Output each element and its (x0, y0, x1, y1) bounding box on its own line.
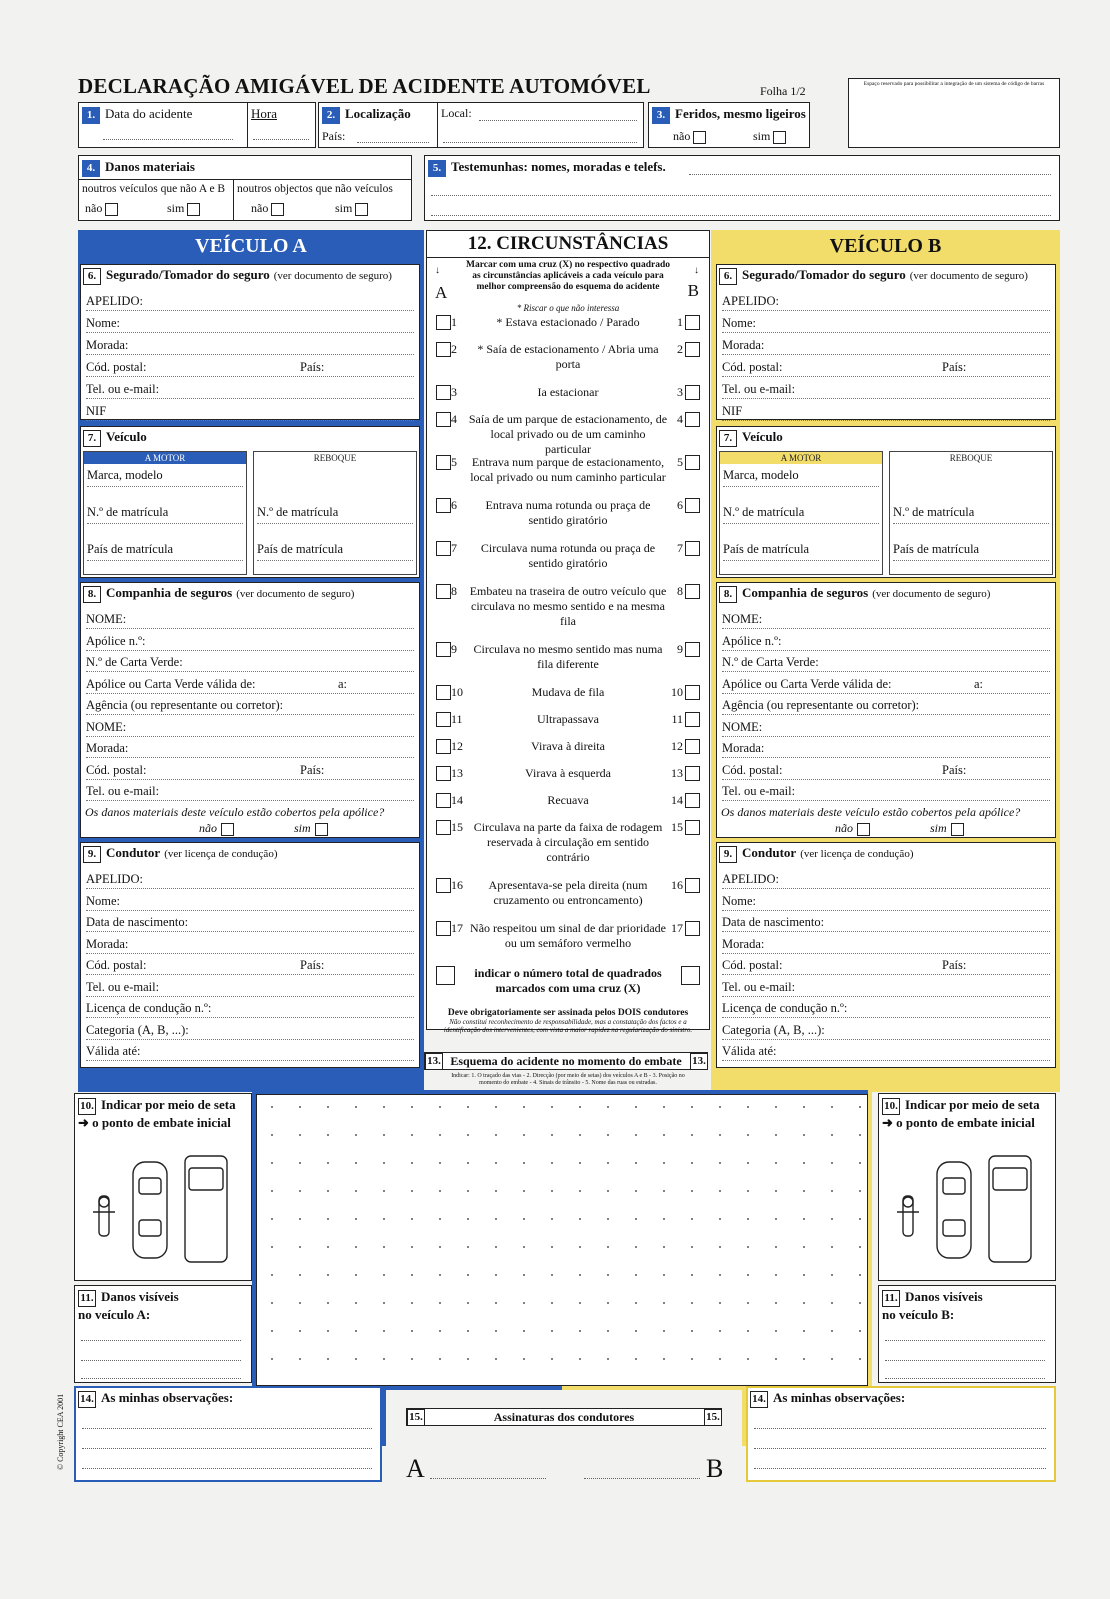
section-5-witnesses: 5. Testemunhas: nomes, moradas e telefs. (424, 155, 1060, 221)
vehicle-field-a[interactable]: País de matrícula (87, 542, 174, 556)
insured-field-a[interactable]: Tel. ou e-mail: (86, 381, 414, 399)
insurance-field-a[interactable]: N.º de Carta Verde: (86, 654, 414, 672)
time-input[interactable] (253, 125, 309, 140)
circumstance-9: 9 Circulava no mesmo sentido mas numa fila diferente 9 (427, 642, 709, 672)
circumstance-a-checkbox[interactable] (436, 712, 451, 727)
insurance-field-b[interactable]: Apólice n.º: (722, 633, 1050, 651)
driver-field-a[interactable]: Morada: (86, 936, 414, 954)
circumstance-3: 3 Ia estacionar 3 (427, 385, 709, 400)
insurance-field-a[interactable]: Agência (ou representante ou corretor): (86, 697, 414, 715)
insured-field-b[interactable]: Morada: (722, 337, 1050, 355)
vehicle-field-a[interactable]: Marca, modelo (87, 468, 163, 482)
injured-no-checkbox[interactable] (693, 131, 706, 144)
circumstance-b-checkbox[interactable] (685, 498, 700, 513)
other-vehicles-yes-checkbox[interactable] (187, 203, 200, 216)
circumstance-a-checkbox[interactable] (436, 584, 451, 599)
circumstance-a-checkbox[interactable] (436, 766, 451, 781)
other-vehicles-no-checkbox[interactable] (105, 203, 118, 216)
coverage-no-checkbox[interactable] (221, 823, 234, 836)
insurance-field-b[interactable]: N.º de Carta Verde: (722, 654, 1050, 672)
sheet-number: Folha 1/2 (760, 84, 806, 98)
circumstance-a-checkbox[interactable] (436, 642, 451, 657)
insurance-field-a[interactable]: Tel. ou e-mail: (86, 783, 414, 801)
signature-b-label: B (706, 1454, 724, 1483)
insured-field-a[interactable]: Cód. postal: País: (86, 359, 414, 377)
section-3-injured: 3. Feridos, mesmo ligeiros não sim (648, 102, 810, 148)
circumstance-a-checkbox[interactable] (436, 541, 451, 556)
circumstance-a-checkbox[interactable] (436, 820, 451, 835)
driver-field-a[interactable]: Data de nascimento: (86, 914, 414, 932)
vehicle-field-b[interactable]: Marca, modelo (723, 468, 799, 482)
section-12-circumstances: 12. CIRCUNSTÂNCIAS Marcar com uma cruz (X) no respectivo quadrado as circunstâncias aplicáveis a cada veículo para melhor compreensão do esquema do acidente ↓ ↓ A B * Riscar o que não interessa 1 * Estava estacionado / Parado 1 2 * Saía de estacionamento / Abria uma porta 2 3 Ia estacionar 3 4 Saía de um parque de estacionamento, de local privado ou de um caminho particular 4 5 Entrava num parque de estacionamento, local privado ou num caminho particular 5 6 Entrava numa rotunda ou praça de sentido giratório 6 7 Circulava numa rotunda ou praça de sentido giratório 7 8 Embateu na traseira de outro veículo que circulava no mesmo sentido e na mesma fila 8 9 Circulava no mesmo sentido mas numa fila diferente 9 10 Mudava de fila 10 11 Ultrapassava 11 12 Virava à direita 12 13 Virava à esquerda 13 14 Recuava 14 15 Circulava na parte da faixa de rodagem reservada à circulação em sentido contrário 15 16 Apresentava-se pela direita (num cruzamento ou entroncamento) 16 17 Não respeitou um sinal de dar prioridade ou um semáforo vermelho 17 indicar o número total de quadrados marcados com uma cruz (X) (426, 230, 710, 1030)
driver-field-a[interactable]: Tel. ou e-mail: (86, 979, 414, 997)
vehicle-field-b[interactable]: N.º de matrícula (893, 505, 975, 519)
section-14-observations-b: 14. As minhas observações: (746, 1386, 1056, 1482)
circumstance-b-checkbox[interactable] (685, 766, 700, 781)
driver-field-b[interactable]: APELIDO: (722, 871, 1050, 889)
circumstance-b-checkbox[interactable] (685, 712, 700, 727)
section-1-date: 1. Data do acidente Hora (78, 102, 316, 148)
insurance-field-b[interactable]: Agência (ou representante ou corretor): (722, 697, 1050, 715)
section-8-insurance-a: 8. Companhia de seguros (ver documento de seguro) NOME: Apólice n.º: N.º de Carta Verde: Apólice ou Carta Verde válida de: a: Agência (ou representante ou corretor): NOME: Morada: Cód. postal: País: Tel. ou e-mail: Os danos materiais deste veículo estão cobertos pela apólice? não sim (80, 582, 420, 838)
circumstance-a-checkbox[interactable] (436, 315, 451, 330)
circumstance-b-checkbox[interactable] (685, 455, 700, 470)
coverage-no-checkbox[interactable] (857, 823, 870, 836)
circumstance-a-checkbox[interactable] (436, 793, 451, 808)
circumstance-b-checkbox[interactable] (685, 315, 700, 330)
insured-field-a[interactable]: NIF (86, 403, 414, 421)
driver-field-b[interactable]: Cód. postal: País: (722, 957, 1050, 975)
vehicle-silhouettes-icon[interactable] (89, 1154, 239, 1274)
local-input[interactable] (479, 107, 637, 121)
signature-a-line[interactable] (430, 1468, 546, 1479)
vehicle-field-b[interactable]: País de matrícula (723, 542, 810, 556)
insurance-field-b[interactable]: Apólice ou Carta Verde válida de: a: (722, 676, 1050, 694)
circumstances-title: 12. CIRCUNSTÂNCIAS (467, 233, 669, 254)
driver-field-b[interactable]: Data de nascimento: (722, 914, 1050, 932)
circumstance-13: 13 Virava à esquerda 13 (427, 766, 709, 781)
form-title: DECLARAÇÃO AMIGÁVEL DE ACIDENTE AUTOMÓVEL (78, 74, 651, 98)
vehicle-field-a[interactable]: N.º de matrícula (87, 505, 169, 519)
witnesses-input[interactable] (689, 161, 1051, 175)
country-input[interactable] (357, 129, 429, 143)
vehicle-field-a[interactable]: País de matrícula (257, 542, 344, 556)
copyright: © Copyright CEA 2001 (56, 1393, 65, 1470)
section-9-driver-a: 9. Condutor (ver licença de condução) APELIDO: Nome: Data de nascimento: Morada: Cód. postal: País: Tel. ou e-mail: Licença de condução n.º: Categoria (A, B, ...): Válida até: (80, 842, 420, 1068)
driver-field-a[interactable]: Válida até: (86, 1043, 414, 1061)
insurance-field-b[interactable]: NOME: (722, 719, 1050, 737)
insured-field-b[interactable]: Cód. postal: País: (722, 359, 1050, 377)
circumstance-17: 17 Não respeitou um sinal de dar prioridade ou um semáforo vermelho 17 (427, 921, 709, 951)
sketch-grid (258, 1093, 868, 1383)
section-6-insured-a: 6. Segurado/Tomador do seguro (ver documento de seguro) APELIDO: Nome: Morada: Cód. postal: País: Tel. ou e-mail: NIF (80, 264, 420, 420)
circumstance-a-checkbox[interactable] (436, 385, 451, 400)
circumstance-4: 4 Saía de um parque de estacionamento, de local privado ou de um caminho particular 4 (427, 412, 709, 442)
circumstance-11: 11 Ultrapassava 11 (427, 712, 709, 727)
insured-field-b[interactable]: APELIDO: (722, 293, 1050, 311)
circumstance-8: 8 Embateu na traseira de outro veículo que circulava no mesmo sentido e na mesma fila 8 (427, 584, 709, 629)
circumstance-b-checkbox[interactable] (685, 878, 700, 893)
section-number: 1. (82, 107, 100, 124)
coverage-yes-checkbox[interactable] (951, 823, 964, 836)
section-2-location: 2. Localização País: Local: (318, 102, 644, 148)
circumstance-a-checkbox[interactable] (436, 498, 451, 513)
injured-yes-checkbox[interactable] (773, 131, 786, 144)
signature-a-label: A (406, 1454, 425, 1483)
circumstance-a-checkbox[interactable] (436, 685, 451, 700)
coverage-yes-checkbox[interactable] (315, 823, 328, 836)
vehicle-field-b[interactable]: País de matrícula (893, 542, 980, 556)
section-15-signatures-title: 15. Assinaturas dos condutores 15. (406, 1408, 722, 1426)
damage-b-input[interactable] (885, 1328, 1045, 1341)
observations-a-input[interactable] (82, 1416, 372, 1429)
circumstance-15: 15 Circulava na parte da faixa de rodagem reservada à circulação em sentido contrário 15 (427, 820, 709, 865)
circumstance-b-checkbox[interactable] (685, 739, 700, 754)
circumstance-14: 14 Recuava 14 (427, 793, 709, 808)
driver-field-a[interactable]: APELIDO: (86, 871, 414, 889)
section-11-visible-damage-b: 11. Danos visíveis no veículo B: (878, 1285, 1056, 1383)
section-10-impact-point-b: 10. Indicar por meio de seta ➜ o ponto de embate inicial (878, 1093, 1056, 1281)
circumstance-12: 12 Virava à direita 12 (427, 739, 709, 754)
barcode-area: Espaço reservado para possibilitar a integração de um sistema de código de barras (848, 78, 1060, 148)
insurance-field-a[interactable]: NOME: (86, 611, 414, 629)
insured-field-a[interactable]: APELIDO: (86, 293, 414, 311)
driver-field-b[interactable]: Válida até: (722, 1043, 1050, 1061)
motor-subsection: A MOTOR Marca, modelo N.º de matrícula País de matrícula (83, 451, 247, 575)
vehicle-b-header: VEÍCULO B (711, 230, 1060, 262)
vehicle-a-header: VEÍCULO A (78, 230, 424, 262)
circumstance-b-checkbox[interactable] (685, 584, 700, 599)
must-sign-note: Deve obrigatoriamente ser assinada pelos DOIS condutores Não constitui reconhecimento de responsabilidade, mas a constatação dos factos e a identificação dos intervenientes, com vista a maior rapidez na regularização do sinistro. (443, 1008, 693, 1034)
vehicle-silhouettes-icon[interactable] (893, 1154, 1043, 1274)
circumstance-16: 16 Apresentava-se pela direita (num cruzamento ou entroncamento) 16 (427, 878, 709, 908)
circumstance-a-checkbox[interactable] (436, 342, 451, 357)
insurance-field-a[interactable]: Apólice ou Carta Verde válida de: a: (86, 676, 414, 694)
circumstance-b-checkbox[interactable] (685, 921, 700, 936)
circumstance-a-checkbox[interactable] (436, 455, 451, 470)
driver-field-b[interactable]: Categoria (A, B, ...): (722, 1022, 1050, 1040)
insurance-field-b[interactable]: NOME: (722, 611, 1050, 629)
section-14-observations-a: 14. As minhas observações: (74, 1386, 382, 1482)
driver-field-b[interactable]: Tel. ou e-mail: (722, 979, 1050, 997)
insured-field-a[interactable]: Morada: (86, 337, 414, 355)
driver-field-a[interactable]: Categoria (A, B, ...): (86, 1022, 414, 1040)
circumstance-b-checkbox[interactable] (685, 793, 700, 808)
driver-field-a[interactable]: Licença de condução n.º: (86, 1000, 414, 1018)
section-7-vehicle-a: 7. Veículo A MOTOR Marca, modelo N.º de matrícula País de matrícula REBOQUE N.º de matrícula País de matrícula (80, 426, 420, 578)
vehicle-field-b[interactable]: N.º de matrícula (723, 505, 805, 519)
driver-field-a[interactable]: Nome: (86, 893, 414, 911)
driver-field-b[interactable]: Licença de condução n.º: (722, 1000, 1050, 1018)
circumstance-5: 5 Entrava num parque de estacionamento, local privado ou num caminho particular 5 (427, 455, 709, 485)
circumstance-b-checkbox[interactable] (685, 642, 700, 657)
column-b-label: B (687, 281, 699, 300)
insurance-field-b[interactable]: Morada: (722, 740, 1050, 758)
circumstance-b-checkbox[interactable] (685, 385, 700, 400)
insured-field-b[interactable]: Tel. ou e-mail: (722, 381, 1050, 399)
circumstance-b-checkbox[interactable] (685, 685, 700, 700)
section-9-driver-b: 9. Condutor (ver licença de condução) APELIDO: Nome: Data de nascimento: Morada: Cód. postal: País: Tel. ou e-mail: Licença de condução n.º: Categoria (A, B, ...): Válida até: (716, 842, 1056, 1068)
damage-a-input[interactable] (81, 1328, 241, 1341)
section-6-insured-b: 6. Segurado/Tomador do seguro (ver documento de seguro) APELIDO: Nome: Morada: Cód. postal: País: Tel. ou e-mail: NIF (716, 264, 1056, 420)
insured-field-a[interactable]: Nome: (86, 315, 414, 333)
other-objects-no-checkbox[interactable] (271, 203, 284, 216)
circumstance-10: 10 Mudava de fila 10 (427, 685, 709, 700)
total-a-box[interactable] (436, 966, 455, 985)
vehicle-field-a[interactable]: N.º de matrícula (257, 505, 339, 519)
insured-field-b[interactable]: Nome: (722, 315, 1050, 333)
circumstance-b-checkbox[interactable] (685, 412, 700, 427)
driver-field-b[interactable]: Morada: (722, 936, 1050, 954)
driver-field-b[interactable]: Nome: (722, 893, 1050, 911)
other-objects-yes-checkbox[interactable] (355, 203, 368, 216)
date-input[interactable] (103, 125, 233, 140)
section-13-sketch-title: 13. Esquema do acidente no momento do embate 13. (424, 1052, 708, 1070)
trailer-subsection: REBOQUE N.º de matrícula País de matrícula (253, 451, 417, 575)
circumstance-a-checkbox[interactable] (436, 739, 451, 754)
insurance-field-a[interactable]: Apólice n.º: (86, 633, 414, 651)
insurance-field-a[interactable]: Cód. postal: País: (86, 762, 414, 780)
section-7-vehicle-b: 7. Veículo A MOTOR Marca, modelo N.º de matrícula País de matrícula REBOQUE N.º de matrícula País de matrícula (716, 426, 1056, 578)
driver-field-a[interactable]: Cód. postal: País: (86, 957, 414, 975)
section-8-insurance-b: 8. Companhia de seguros (ver documento de seguro) NOME: Apólice n.º: N.º de Carta Verde: Apólice ou Carta Verde válida de: a: Agência (ou representante ou corretor): NOME: Morada: Cód. postal: País: Tel. ou e-mail: Os danos materiais deste veículo estão cobertos pela apólice? não sim (716, 582, 1056, 838)
circumstance-2: 2 * Saía de estacionamento / Abria uma porta 2 (427, 342, 709, 372)
insurance-field-a[interactable]: Morada: (86, 740, 414, 758)
total-b-box[interactable] (681, 966, 700, 985)
insured-field-b[interactable]: NIF (722, 403, 1050, 421)
circumstance-1: 1 * Estava estacionado / Parado 1 (427, 315, 709, 330)
insurance-field-a[interactable]: NOME: (86, 719, 414, 737)
circumstance-7: 7 Circulava numa rotunda ou praça de sentido giratório 7 (427, 541, 709, 571)
accident-report-form: DECLARAÇÃO AMIGÁVEL DE ACIDENTE AUTOMÓVEL Folha 1/2 Espaço reservado para possibilitar a integração de um sistema de código de barras 1. Data do acidente Hora 2. Localização País: Local: 3. Feridos, mesmo ligeiros não sim 4. Danos materiais noutros veículos que não A e B noutros objectos que não veículos não sim não sim 5. Testemunhas: nomes, moradas e telefs. VEÍCULO A VEÍCULO B 6. Segurado/Tomador do seguro (ver documento de seguro) APELIDO: Nome: Morada: Cód. postal: País: Tel. ou e-mail: NIF 7. Veículo A MOTOR Marca, modelo N.º de matrícula País de matrícula REBOQUE N.º de matrícula País de matrícula 8. Companhia de seguros (ver documento de seguro) NOME: Apólice n.º: N.º de Carta Verde: Apólice ou Carta Verde válida de: a: Agência (ou representante ou corretor): NOME: Morada: Cód. postal: País: Tel. ou e-mail: Os danos materiais deste veículo estão cobertos pela apólice? não sim 9. Condutor (ver licença de condução) APELIDO: Nome: Data de nascimento: Morada: Cód. postal: País: Tel. ou e-mail: Licença de condução n.º: Categoria (A, B, ...): Válida até: 6. Segurado/Tomador do seguro (ver documento de seguro) APELIDO: Nome: Morada: Cód. postal: País: Tel. ou e-mail: NIF 7. Veículo A MOTOR Marca, modelo N.º de matrícula País de matrícula REBOQUE N.º de matrícula País de matrícula 8. Companhia de seguros (ver documento de seguro) NOME: Apólice n.º: N.º de Carta Verde: Apólice ou Carta Verde válida de: a: Agência (ou representante ou corretor): NOME: Morada: Cód. postal: País: Tel. ou e-mail: Os danos materiais deste veículo estão cobertos pela apólice? não sim 9. Condutor (ver licença de condução) APELIDO: Nome: Data de nascimento: Morada: Cód. postal: País: Tel. ou e-mail: Licença de condução n.º: Categoria (A, B, ...): Válida até: 12. CIRCUNSTÂNCIAS Marcar com uma cruz (X) no respectivo quadrado as circunstâncias aplicáveis a cada veículo para melhor compreensão do esquema do acidente ↓ ↓ A B * Riscar o que não interessa 1 * Estava estacionado / Parado 1 2 * Saía de estacionamento / Abria uma porta 2 3 Ia estacionar 3 4 Saía de um parque de estacionamento, de local privado ou de um caminho particular 4 5 Entrava num parque de estacionamento, local privado ou num caminho particular 5 6 Entrava numa rotunda ou praça de sentido giratório 6 7 Circulava numa rotunda ou praça de sentido giratório 7 8 Embateu na traseira de outro veículo que circulava no mesmo sentido e na mesma fila 8 9 Circulava no mesmo sentido mas numa fila diferente 9 10 Mudava de fila 10 11 Ultrapassava 11 12 Virava à direita 12 13 Virava à esquerda 13 14 Recuava 14 15 Circulava na parte da faixa de rodagem reservada à circulação em sentido contrário 15 16 Apresentava-se pela direita (num cruzamento ou entroncamento) 16 17 Não respeitou um sinal de dar prioridade ou um semáforo vermelho 17 indicar o número total de quadrados marcados com uma cruz (X) Deve obrigatoriamente ser assinada pelos DOIS condutores Não constitui reconhecimento de responsabilidade, mas a constatação dos factos e a identificação dos intervenientes, com vista a maior rapidez na regularização do sinistro. 13. Esquema do acidente no momento do embate 13. Indicar: 1. O traçado das vias - 2. Direcção (por meio de setas) dos veículos A e B - 3. Posição no momento do embate - 4. Sinais de trânsito - 5. Nome das ruas ou estradas. 10. Indicar por meio de seta ➜ o ponto de embate inicial 10. Indicar por meio de seta ➜ o ponto de embate inicial 11. Danos visíveis no veículo A: 11. Danos visíveis no veículo B: 14. As minhas observações: 14. As minhas observações: 15. Assinaturas dos condutores 15. A B © Copyright CEA 2001 (0, 0, 1110, 1599)
circumstance-b-checkbox[interactable] (685, 820, 700, 835)
insurance-field-b[interactable]: Tel. ou e-mail: (722, 783, 1050, 801)
circumstance-a-checkbox[interactable] (436, 412, 451, 427)
circumstance-a-checkbox[interactable] (436, 921, 451, 936)
circumstance-b-checkbox[interactable] (685, 541, 700, 556)
signature-b-line[interactable] (584, 1468, 700, 1479)
circumstance-a-checkbox[interactable] (436, 878, 451, 893)
trailer-subsection: REBOQUE N.º de matrícula País de matrícula (889, 451, 1053, 575)
section-11-visible-damage-a: 11. Danos visíveis no veículo A: (74, 1285, 252, 1383)
column-a-label: A (435, 283, 448, 302)
motor-subsection: A MOTOR Marca, modelo N.º de matrícula País de matrícula (719, 451, 883, 575)
insurance-field-b[interactable]: Cód. postal: País: (722, 762, 1050, 780)
circumstance-6: 6 Entrava numa rotunda ou praça de sentido giratório 6 (427, 498, 709, 528)
section-4-material-damage: 4. Danos materiais noutros veículos que não A e B noutros objectos que não veículos não sim não sim (78, 155, 412, 221)
section-10-impact-point-a: 10. Indicar por meio de seta ➜ o ponto de embate inicial (74, 1093, 252, 1281)
circumstance-b-checkbox[interactable] (685, 342, 700, 357)
total-marked: indicar o número total de quadrados marcados com uma cruz (X) (427, 966, 709, 1000)
observations-b-input[interactable] (754, 1416, 1046, 1429)
